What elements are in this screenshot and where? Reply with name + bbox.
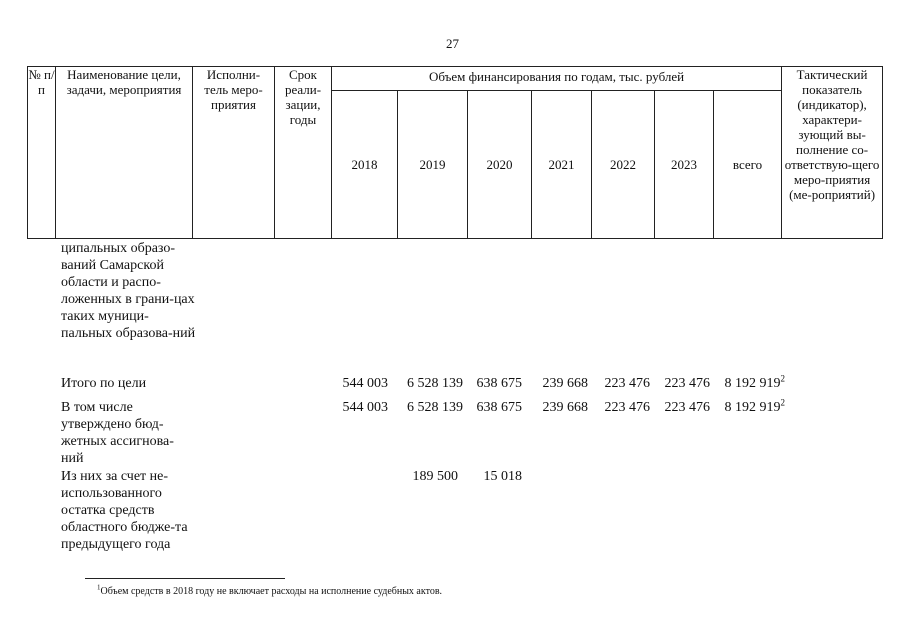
row-value-2022: 223 476: [604, 400, 650, 415]
header-year-2019: 2019: [398, 91, 468, 239]
row-value-total: 8 192 $919^2$: [724, 397, 785, 415]
header-col-executor: Исполни-тель меро-приятия: [193, 67, 275, 239]
header-col-finance: Объем финансирования по годам, тыс. рублей: [332, 67, 782, 91]
header-col-number: № п/п: [28, 67, 56, 239]
row-value-2019: 189 500: [412, 469, 458, 484]
header-year-2020: 2020: [468, 91, 532, 239]
row-value-2021: 239 668: [542, 376, 588, 391]
header-year-2018: 2018: [332, 91, 398, 239]
row-label: В том числе утверждено бюд-жетных ассигнова-ний: [61, 400, 174, 466]
header-year-2021: 2021: [532, 91, 592, 239]
row-value-2018: 544 003: [342, 400, 388, 415]
footnote-text: Объем средств в 2018 году не включает расходы на исполнение судебных актов.: [100, 586, 443, 597]
row-value-total: 8 192 $919^2$: [724, 373, 785, 391]
footnote-marker: 1: [97, 583, 101, 592]
footnote-ref: 2: [780, 373, 785, 384]
row-value-2018: 544 003: [342, 376, 388, 391]
header-year-total: всего: [714, 91, 782, 239]
footnote: [97, 583, 443, 597]
footnote-divider: [85, 578, 285, 579]
header-year-2023: 2023: [655, 91, 714, 239]
row-label: Итого по цели: [61, 376, 147, 391]
row-value-2022: 223 476: [604, 376, 650, 391]
row-value-2020: 15 018: [483, 469, 522, 484]
header-col-indicator: Тактический показатель (индикатор), характери-зующий вы-полнение со-ответствую-щего меро-приятия (ме-роприятий): [782, 67, 883, 239]
row-value-2023: 223 476: [664, 376, 710, 391]
header-col-name: Наименование цели, задачи, мероприятия: [56, 67, 193, 239]
row-label: Из них за счет не-использованного остатка средств областного бюдже-та предыдущего года: [61, 469, 188, 552]
page-number: 27: [446, 36, 459, 51]
footnote-ref: 2: [780, 397, 785, 408]
header-year-2022: 2022: [592, 91, 655, 239]
header-col-term: Срок реали-зации, годы: [275, 67, 332, 239]
continuation-text: ципальных образо-ваний Самарской области и распо-ложенных в грани-цах таких муници-пальных образова-ний: [61, 241, 196, 341]
row-value-2020: 638 675: [476, 376, 522, 391]
row-value-2019: 6 528 139: [407, 400, 463, 415]
row-value-2020: 638 675: [476, 400, 522, 415]
row-value-2023: 223 476: [664, 400, 710, 415]
row-value-2021: 239 668: [542, 400, 588, 415]
row-value-2019: 6 528 139: [407, 376, 463, 391]
table-header: [27, 66, 883, 239]
